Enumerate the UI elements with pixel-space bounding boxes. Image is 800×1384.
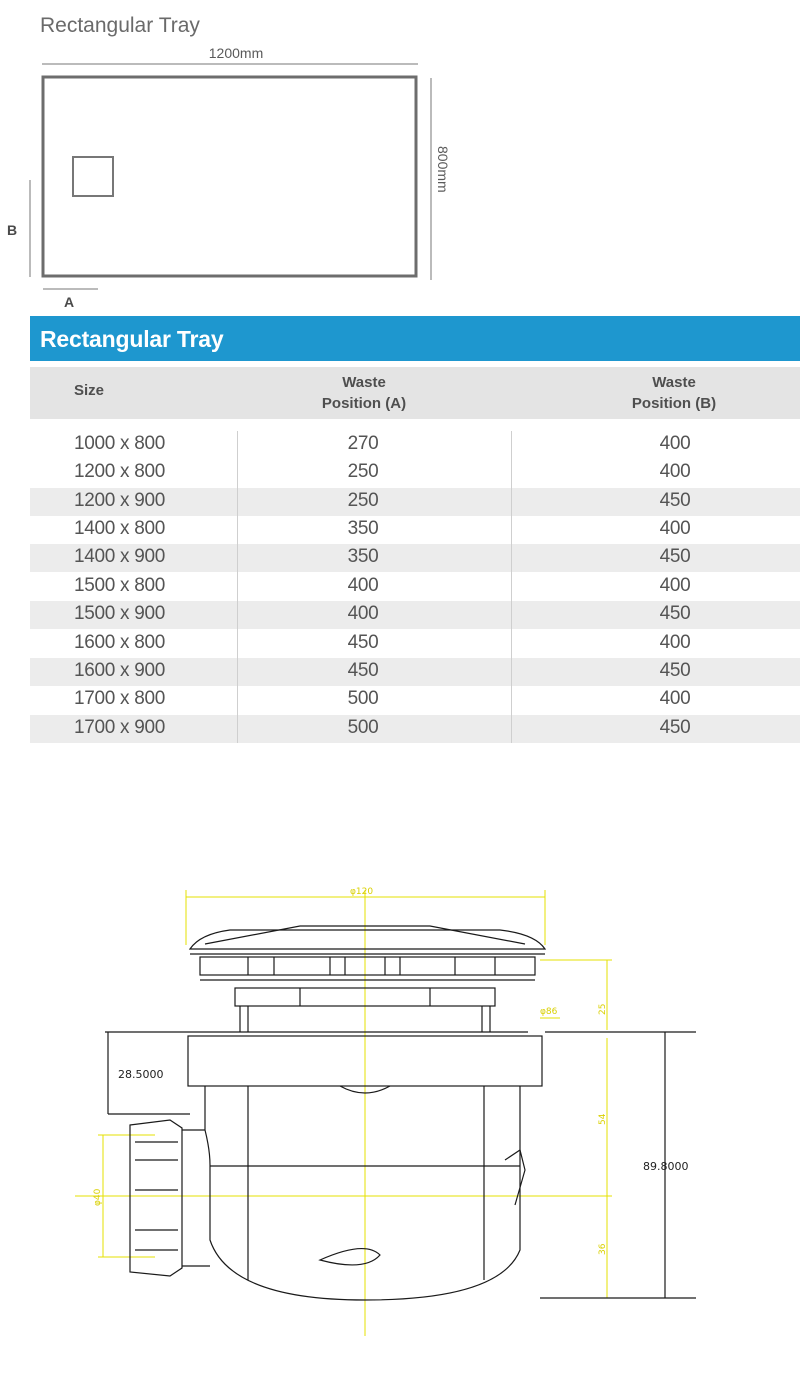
column-header-waste-b xyxy=(605,372,743,414)
table-row xyxy=(30,516,800,544)
diameter-side-label: φ40 xyxy=(93,1188,103,1206)
cell-size: 1500 x 800 xyxy=(74,575,166,596)
table-row xyxy=(30,601,800,629)
cell-waste-a: 500 xyxy=(347,717,379,738)
table-row xyxy=(30,715,800,743)
cell-waste-a: 350 xyxy=(347,546,379,567)
cell-waste-a: 400 xyxy=(347,603,379,624)
table-body xyxy=(30,431,800,743)
column-header-waste-b-line2: Position (B) xyxy=(631,395,717,412)
table-row xyxy=(30,488,800,516)
column-header-waste-b-line1: Waste xyxy=(652,374,696,391)
cell-waste-a: 250 xyxy=(347,461,379,482)
cell-waste-a: 250 xyxy=(347,490,379,511)
cell-size: 1700 x 800 xyxy=(74,688,166,709)
cell-waste-b: 450 xyxy=(659,660,691,681)
cell-size: 1000 x 800 xyxy=(74,433,166,454)
cell-waste-b: 450 xyxy=(659,490,691,511)
width-label: 1200mm xyxy=(208,45,264,61)
plan-title: Rectangular Tray xyxy=(40,14,200,37)
table-row xyxy=(30,686,800,714)
tray-plan-diagram xyxy=(0,40,470,315)
cell-size: 1400 x 800 xyxy=(74,518,166,539)
column-divider xyxy=(511,431,512,743)
diameter-top-label: φ120 xyxy=(350,887,374,897)
cell-size: 1700 x 900 xyxy=(74,717,166,738)
dim-54-label: 54 xyxy=(598,1113,608,1125)
height-label: 800mm xyxy=(435,146,451,193)
cell-size: 1500 x 900 xyxy=(74,603,166,624)
cell-waste-a: 350 xyxy=(347,518,379,539)
dim-top-right-label: 25 xyxy=(598,1003,608,1015)
waste-technical-drawing xyxy=(0,860,800,1350)
table-row xyxy=(30,573,800,601)
cell-waste-a: 500 xyxy=(347,688,379,709)
table-row xyxy=(30,431,800,459)
a-label: A xyxy=(64,294,75,310)
column-header-waste-a-line1: Waste xyxy=(342,374,386,391)
cell-size: 1600 x 900 xyxy=(74,660,166,681)
table-row xyxy=(30,544,800,572)
b-label: B xyxy=(7,222,18,238)
table-row xyxy=(30,630,800,658)
dim-right-label: 89.8000 xyxy=(643,1160,689,1173)
cell-waste-b: 400 xyxy=(659,433,691,454)
cell-waste-b: 400 xyxy=(659,632,691,653)
cell-waste-a: 400 xyxy=(347,575,379,596)
column-header-waste-a xyxy=(295,372,433,414)
cell-waste-b: 450 xyxy=(659,603,691,624)
cell-waste-b: 450 xyxy=(659,546,691,567)
cell-waste-a: 450 xyxy=(347,660,379,681)
column-header-waste-a-line2: Position (A) xyxy=(321,395,407,412)
cell-waste-b: 400 xyxy=(659,518,691,539)
cell-size: 1400 x 900 xyxy=(74,546,166,567)
table-row xyxy=(30,658,800,686)
dim-left-label: 28.5000 xyxy=(118,1068,164,1081)
cell-waste-b: 450 xyxy=(659,717,691,738)
small-diameter-label: φ86 xyxy=(540,1007,558,1017)
cell-size: 1200 x 900 xyxy=(74,490,166,511)
cell-waste-a: 450 xyxy=(347,632,379,653)
cell-size: 1200 x 800 xyxy=(74,461,166,482)
cell-size: 1600 x 800 xyxy=(74,632,166,653)
table-title: Rectangular Tray xyxy=(40,326,224,352)
cell-waste-b: 400 xyxy=(659,688,691,709)
cell-waste-a: 270 xyxy=(347,433,379,454)
column-divider xyxy=(237,431,238,743)
table-row xyxy=(30,459,800,487)
table-title-banner xyxy=(30,316,800,361)
table-header xyxy=(30,367,800,419)
column-header-size: Size xyxy=(74,382,105,399)
cell-waste-b: 400 xyxy=(659,575,691,596)
cell-waste-b: 400 xyxy=(659,461,691,482)
dim-36-label: 36 xyxy=(598,1243,608,1255)
waste-square xyxy=(73,157,113,196)
